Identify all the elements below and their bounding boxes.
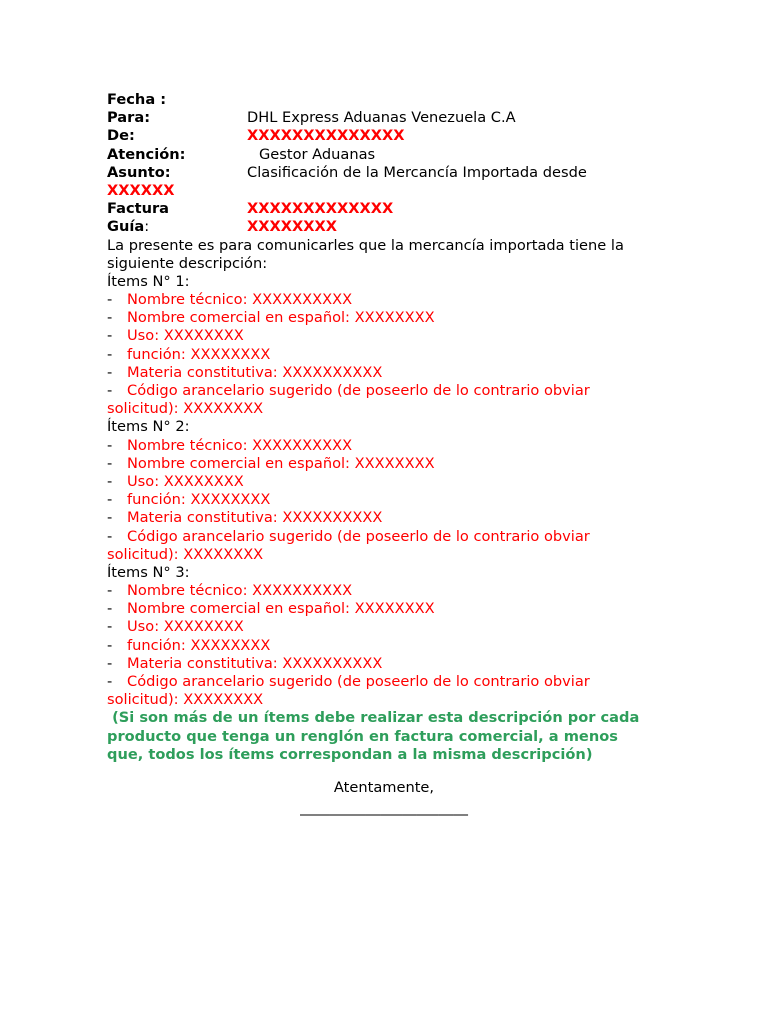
item-field-text: Nombre técnico: XXXXXXXXXX xyxy=(127,582,353,600)
dash-bullet: - xyxy=(107,582,113,600)
asunto-row xyxy=(107,164,667,182)
item-field xyxy=(107,673,667,691)
item-field-text: Nombre comercial en español: XXXXXXXX xyxy=(127,309,435,327)
factura-value: XXXXXXXXXXXXX xyxy=(247,200,394,218)
fecha-label: Fecha : xyxy=(107,91,167,108)
dash-bullet: - xyxy=(107,636,113,654)
guia-colon: : xyxy=(144,218,150,236)
item-field-continuation: solicitud): XXXXXXXX xyxy=(107,545,264,563)
item-field-text: Código arancelario sugerido (de poseerlo de lo contrario obviar xyxy=(127,382,590,399)
dash-bullet: - xyxy=(107,509,113,527)
item-field xyxy=(107,600,667,618)
item-field xyxy=(107,437,667,455)
atencion-label: Atención: xyxy=(107,145,186,163)
dash-bullet: - xyxy=(107,291,113,309)
item-field-continuation: solicitud): XXXXXXXX xyxy=(107,400,264,418)
item-field xyxy=(107,382,667,400)
intro-line-1: La presente es para comunicarles que la mercancía importada tiene la xyxy=(107,236,624,254)
dash-bullet: - xyxy=(107,491,113,509)
item-field xyxy=(107,637,667,655)
para-label: Para: xyxy=(107,109,151,127)
dash-bullet: - xyxy=(107,309,113,327)
factura-label: Factura xyxy=(107,200,170,218)
asunto-continuation-row xyxy=(107,182,667,200)
item-title: Ítems N° 1: xyxy=(107,272,190,290)
item-field xyxy=(107,364,667,382)
guia-row xyxy=(107,218,667,236)
item-field xyxy=(107,618,667,636)
item-field-text: función: XXXXXXXX xyxy=(127,636,271,654)
item-field-text: función: XXXXXXXX xyxy=(127,491,271,509)
item-field-text: Código arancelario sugerido (de poseerlo de lo contrario obviar xyxy=(127,673,590,690)
item-field-text: Materia constitutiva: XXXXXXXXXX xyxy=(127,509,383,527)
note-line-3: que, todos los ítems correspondan a la misma descripción) xyxy=(107,745,593,763)
item-field-text: Código arancelario sugerido (de poseerlo de lo contrario obviar xyxy=(127,527,590,545)
guia-label-wrap xyxy=(107,218,247,236)
de-label: De: xyxy=(107,127,135,145)
dash-bullet: - xyxy=(107,327,113,345)
dash-bullet: - xyxy=(107,600,113,618)
asunto-value: Clasificación de la Mercancía Importada desde xyxy=(247,163,587,181)
factura-row xyxy=(107,200,667,218)
item-field-text: Nombre comercial en español: XXXXXXXX xyxy=(127,454,435,472)
signature-line: _______________________ xyxy=(300,799,468,816)
dash-bullet: - xyxy=(107,654,113,672)
asunto-label: Asunto: xyxy=(107,163,171,181)
dash-bullet: - xyxy=(107,472,113,490)
item-field xyxy=(107,655,667,673)
dash-bullet: - xyxy=(107,363,113,381)
item-field-text: Nombre técnico: XXXXXXXXXX xyxy=(127,291,353,309)
fecha-row xyxy=(107,91,667,109)
para-row xyxy=(107,109,667,127)
atencion-row xyxy=(107,146,667,164)
asunto-value-continuation: XXXXXX xyxy=(107,181,175,199)
item-field xyxy=(107,473,667,491)
item-field-text: Materia constitutiva: XXXXXXXXXX xyxy=(127,654,383,672)
letter-body xyxy=(107,91,667,764)
dash-bullet: - xyxy=(107,527,113,545)
atencion-value: Gestor Aduanas xyxy=(259,145,376,163)
de-row xyxy=(107,127,667,145)
item-field xyxy=(107,455,667,473)
item-field-text: Uso: XXXXXXXX xyxy=(127,327,244,345)
dash-bullet: - xyxy=(107,618,113,636)
item-title: Ítems N° 2: xyxy=(107,418,190,436)
para-value: DHL Express Aduanas Venezuela C.A xyxy=(247,109,516,127)
item-title: Ítems N° 3: xyxy=(107,563,190,581)
dash-bullet: - xyxy=(107,454,113,472)
item-field xyxy=(107,582,667,600)
dash-bullet: - xyxy=(107,673,113,690)
item-field-continuation: solicitud): XXXXXXXX xyxy=(107,691,264,709)
item-field xyxy=(107,491,667,509)
dash-bullet: - xyxy=(107,345,113,363)
item-field xyxy=(107,346,667,364)
item-field-text: Materia constitutiva: XXXXXXXXXX xyxy=(127,363,383,381)
item-field xyxy=(107,327,667,345)
closing-salutation: Atentamente, xyxy=(333,779,435,796)
dash-bullet: - xyxy=(107,436,113,454)
item-field-text: Nombre comercial en español: XXXXXXXX xyxy=(127,600,435,618)
guia-value: XXXXXXXX xyxy=(247,218,338,236)
item-field-text: función: XXXXXXXX xyxy=(127,345,271,363)
item-field xyxy=(107,309,667,327)
item-field xyxy=(107,291,667,309)
intro-line-2: siguiente descripción: xyxy=(107,254,268,272)
guia-label: Guía xyxy=(107,218,145,236)
item-field xyxy=(107,509,667,527)
item-field-text: Uso: XXXXXXXX xyxy=(127,618,244,636)
item-field-text: Uso: XXXXXXXX xyxy=(127,472,244,490)
note-line-1: (Si son más de un ítems debe realizar esta descripción por cada xyxy=(107,709,640,727)
note-line-2: producto que tenga un renglón en factura comercial, a menos xyxy=(107,727,618,745)
item-field xyxy=(107,528,667,546)
dash-bullet: - xyxy=(107,382,113,399)
item-field-text: Nombre técnico: XXXXXXXXXX xyxy=(127,436,353,454)
de-value: XXXXXXXXXXXXXX xyxy=(247,127,405,145)
